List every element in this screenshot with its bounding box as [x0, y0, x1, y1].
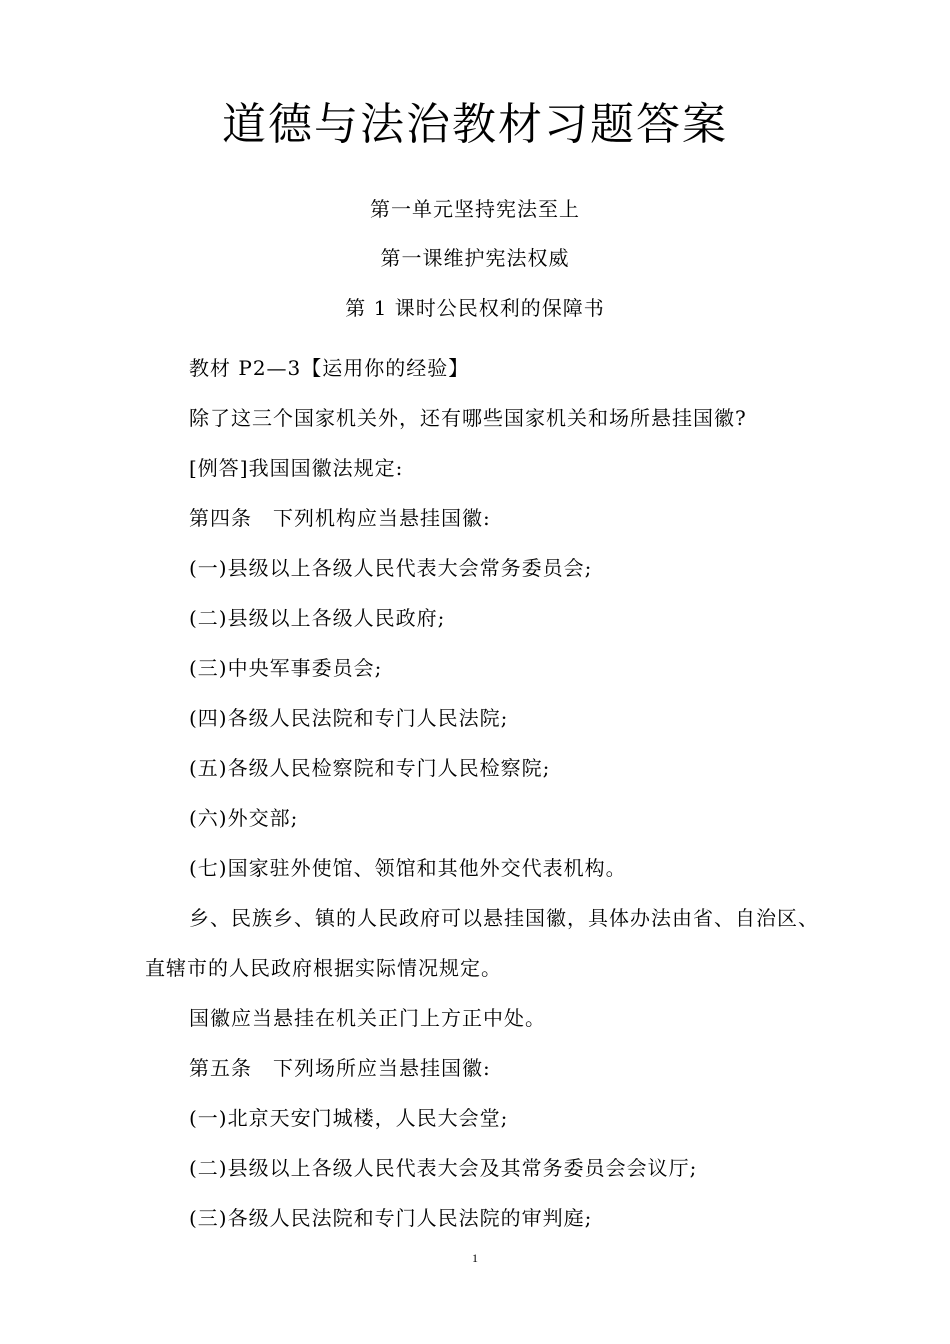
paragraph: [例答]我国国徽法规定: [189, 456, 404, 480]
paragraph: 国徽应当悬挂在机关正门上方正中处。 [189, 1006, 546, 1030]
paragraph: (二)县级以上各级人民政府; [189, 606, 446, 630]
paragraph: 第四条 下列机构应当悬挂国徽: [189, 506, 491, 530]
paragraph: 乡、民族乡、镇的人民政府可以悬挂国徽，具体办法由省、自治区、直辖市的人民政府根据实际情况规定。 [145, 906, 819, 980]
paragraph: (一)县级以上各级人民代表大会常务委员会; [189, 556, 593, 580]
lesson-heading: 第一课维护宪法权威 [380, 246, 570, 270]
section-heading: 第 1 课时公民权利的保障书 [345, 296, 605, 320]
page-number: 1 [472, 1251, 478, 1265]
paragraph: (六)外交部; [189, 806, 299, 830]
paragraph: 除了这三个国家机关外，还有哪些国家机关和场所悬挂国徽? [189, 406, 747, 430]
paragraph: (二)县级以上各级人民代表大会及其常务委员会会议厅; [189, 1156, 698, 1180]
paragraph: (三)各级人民法院和专门人民法院的审判庭; [189, 1206, 593, 1230]
unit-heading: 第一单元坚持宪法至上 [370, 197, 580, 221]
paragraph: (四)各级人民法院和专门人民法院; [189, 706, 509, 730]
paragraph: 第五条 下列场所应当悬挂国徽: [189, 1056, 491, 1080]
paragraph: (七)国家驻外使馆、领馆和其他外交代表机构。 [189, 856, 627, 880]
document-title: 道德与法治教材习题答案 [222, 99, 728, 150]
paragraph: (三)中央军事委员会; [189, 656, 383, 680]
paragraph: 教材 P2—3【运用你的经验】 [189, 356, 470, 380]
document-body [145, 343, 825, 1243]
paragraph: (五)各级人民检察院和专门人民检察院; [189, 756, 551, 780]
paragraph: (一)北京天安门城楼，人民大会堂; [189, 1106, 509, 1130]
